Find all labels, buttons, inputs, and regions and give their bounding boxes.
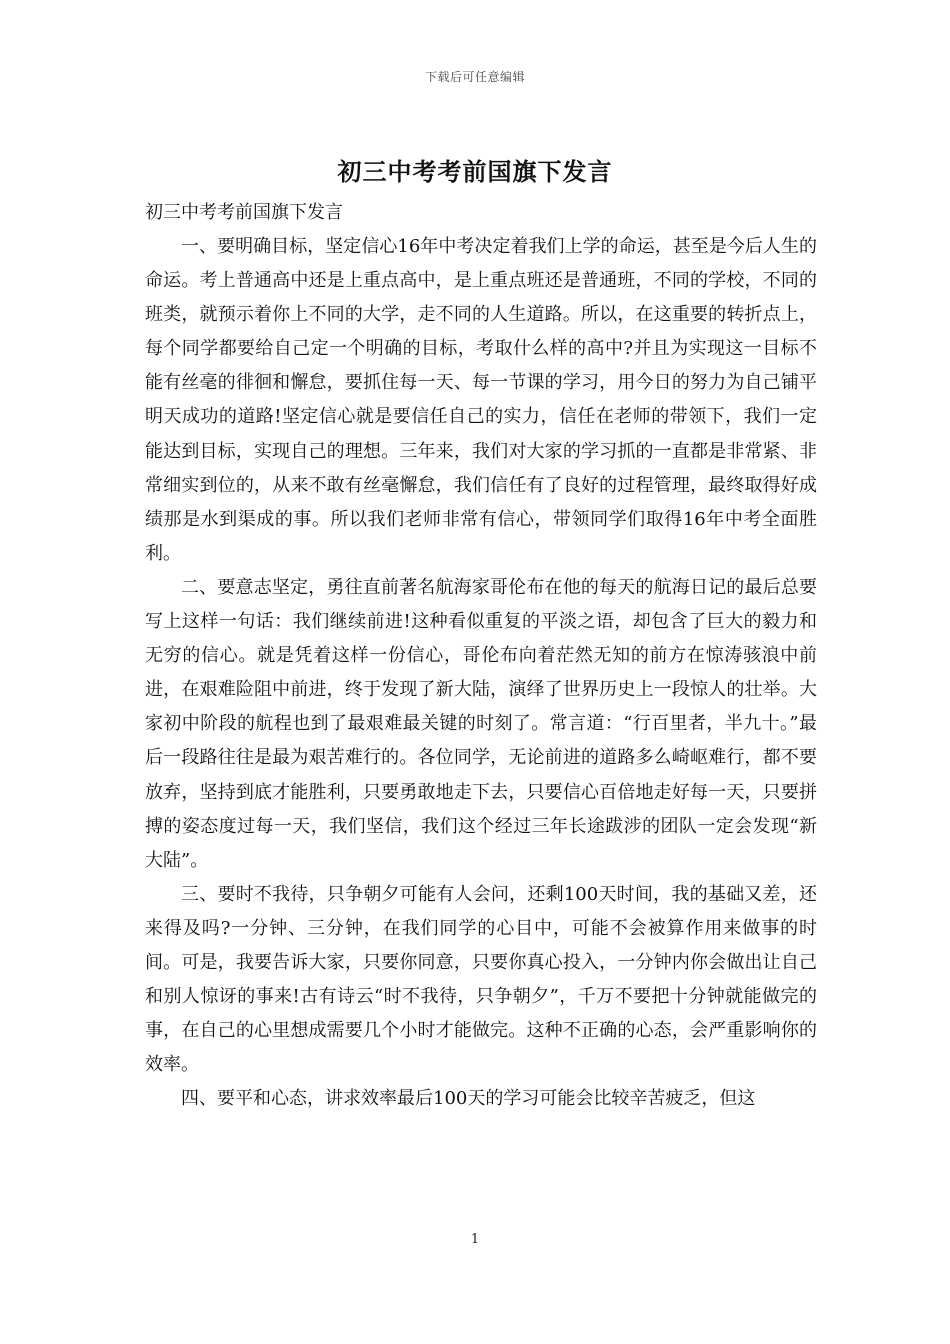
paragraph-4: 四、要平和心态，讲求效率最后100天的学习可能会比较辛苦疲乏，但这 xyxy=(181,1088,756,1110)
paragraph-3: 三、要时不我待，只争朝夕可能有人会问，还剩100天时间，我的基础又差，还来得及吗?一分钟、三分钟，在我们同学的心目中，可能不会被算作用来做事的时间。可是，我要告诉大家，只要你同意，只要你真心投入，一分钟内你会做出让自己和别人惊讶的事来!古有诗云“时不我待，只争朝夕”，千万不要把十分钟就能做完的事，在自己的心里想成需要几个小时才能做完。这种不正确的心态，会严重影响你的效率。 xyxy=(145,883,817,1076)
paragraph-2: 二、要意志坚定，勇往直前著名航海家哥伦布在他的每天的航海日记的最后总要写上这样一句话：我们继续前进!这种看似重复的平淡之语，却包含了巨大的毅力和无穷的信心。就是凭着这样一份信心，哥伦布向着茫然无知的前方在惊涛骇浪中前进，在艰难险阻中前进，终于发现了新大陆，演绎了世界历史上一段惊人的壮举。大家初中阶段的航程也到了最艰难最关键的时刻了。常言道：“行百里者，半九十。”最后一段路往往是最为艰苦难行的。各位同学，无论前进的道路多么崎岖难行，都不要放弃，坚持到底才能胜利，只要勇敢地走下去，只要信心百倍地走好每一天，只要拼搏的姿态度过每一天，我们坚信，我们这个经过三年长途跋涉的团队一定会发现“新大陆”。 xyxy=(145,576,817,871)
paragraph-1: 一、要明确目标，坚定信心16年中考决定着我们上学的命运，甚至是今后人生的命运。考上普通高中还是上重点高中，是上重点班还是普通班，不同的学校，不同的班类，就预示着你上不同的大学，走不同的人生道路。所以，在这重要的转折点上，每个同学都要给自己定一个明确的目标，考取什么样的高中?并且为实现这一目标不能有丝毫的徘徊和懈怠，要抓住每一天、每一节课的学习，用今日的努力为自己铺平明天成功的道路!坚定信心就是要信任自己的实力，信任在老师的带领下，我们一定能达到目标，实现自己的理想。三年来，我们对大家的学习抓的一直都是非常紧、非常细实到位的，从来不敢有丝毫懈怠，我们信任有了良好的过程管理，最终取得好成绩那是水到渠成的事。所以我们老师非常有信心，带领同学们取得16年中考全面胜利。 xyxy=(145,236,817,564)
document-title: 初三中考考前国旗下发言 xyxy=(337,157,613,186)
page-number: 1 xyxy=(470,1232,480,1247)
header-note: 下载后可任意编辑 xyxy=(424,70,525,84)
document-subtitle: 初三中考考前国旗下发言 xyxy=(145,202,343,223)
document-body xyxy=(145,196,817,1116)
